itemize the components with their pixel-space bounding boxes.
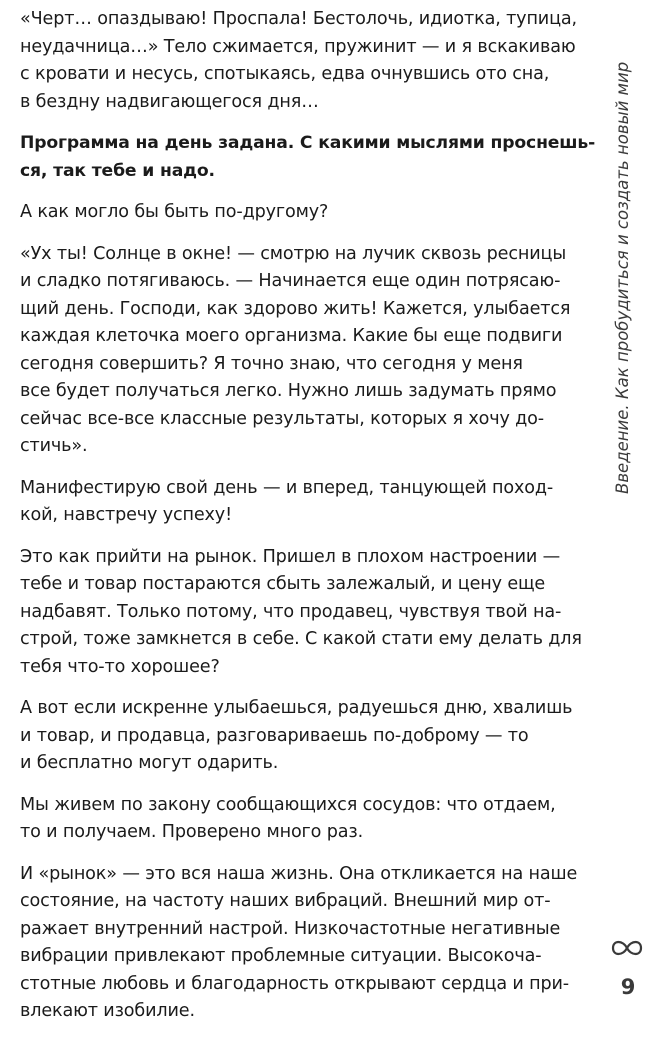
text-line: Программа на день задана. С какими мыслями проснешь- (20, 133, 596, 153)
text-line: стотные любовь и благодарность открывают сердца и при- (20, 973, 569, 994)
text-line: все будет получаться легко. Нужно лишь задумать прямо (20, 381, 557, 401)
text-line: и сладко потягиваюсь. — Начинается еще один потрясаю- (20, 271, 561, 291)
text-line: то и получаем. Проверено много раз. (20, 822, 364, 842)
paragraph (20, 695, 586, 778)
text-line: сейчас все-все классные результаты, которых я хочу до- (20, 408, 544, 429)
text-line: И «рынок» — это вся наша жизнь. Она откликается на наше (20, 863, 578, 884)
paragraph (20, 6, 586, 116)
text-line: состояние, на частоту наших вибраций. Внешний мир от- (20, 891, 551, 911)
text-line: Мы живем по закону сообщающихся сосудов: что отдаем, (20, 794, 556, 815)
text-line: щий день. Господи, как здорово жить! Кажется, улыбается (20, 298, 571, 319)
bold-paragraph (20, 130, 596, 185)
text-line: Манифестирую свой день — и вперед, танцующей поход- (20, 477, 554, 498)
text-line: «Ух ты! Солнце в окне! — смотрю на лучик сквозь ресницы (20, 243, 567, 264)
paragraph (20, 544, 586, 682)
text-line: и товар, и продавца, разговариваешь по-доброму — то (20, 725, 529, 746)
text-line: с кровати и несусь, спотыкаясь, едва очнувшись ото сна, (20, 64, 550, 84)
page-number: 9 (620, 975, 636, 999)
text-line: стичь». (20, 436, 88, 456)
text-line: А как могло бы быть по-другому? (20, 202, 329, 222)
text-line: ражает внутренний настрой. Низкочастотные негативные (20, 918, 561, 939)
text-line: влекают изобилие. (20, 1001, 195, 1021)
text-line: в бездну надвигающегося дня… (20, 91, 319, 112)
running-header (608, 14, 640, 504)
text-line: неудачница…» Тело сжимается, пружинит — и я вскакиваю (20, 36, 576, 57)
text-line: тебя что-то хорошее? (20, 656, 220, 677)
text-line: строй, тоже замкнется в себе. С какой стати ему делать для (20, 629, 582, 649)
text-line: и бесплатно могут одарить. (20, 753, 279, 773)
text-line: ся, так тебе и надо. (20, 160, 215, 181)
text-line: сегодня совершить? Я точно знаю, что сегодня у меня (20, 353, 523, 374)
paragraph (20, 792, 586, 847)
paragraph (20, 241, 586, 461)
text-line: надбавят. Только потому, что продавец, чувствуя твой на- (20, 601, 562, 622)
text-line: тебе и товар постараются сбыть залежалый, и цену еще (20, 574, 546, 594)
paragraph (20, 199, 586, 227)
paragraph (20, 475, 586, 530)
text-line: кой, навстречу успеху! (20, 505, 232, 525)
text-line: вибрации привлекают проблемные ситуации. Высокоча- (20, 946, 542, 966)
paragraph (20, 861, 586, 1026)
running-header-text: Введение. Как пробудиться и создать новый мир (613, 61, 632, 494)
text-line: каждая клеточка моего организма. Какие бы еще подвиги (20, 326, 563, 346)
text-line: А вот если искренне улыбаешься, радуешься дню, хвалишь (20, 698, 573, 718)
body-text (20, 6, 596, 1040)
text-line: «Черт… опаздываю! Проспала! Бестолочь, идиотка, тупица, (20, 9, 577, 29)
infinity-icon (609, 934, 645, 962)
text-line: Это как прийти на рынок. Пришел в плохом настроении — (20, 546, 561, 567)
